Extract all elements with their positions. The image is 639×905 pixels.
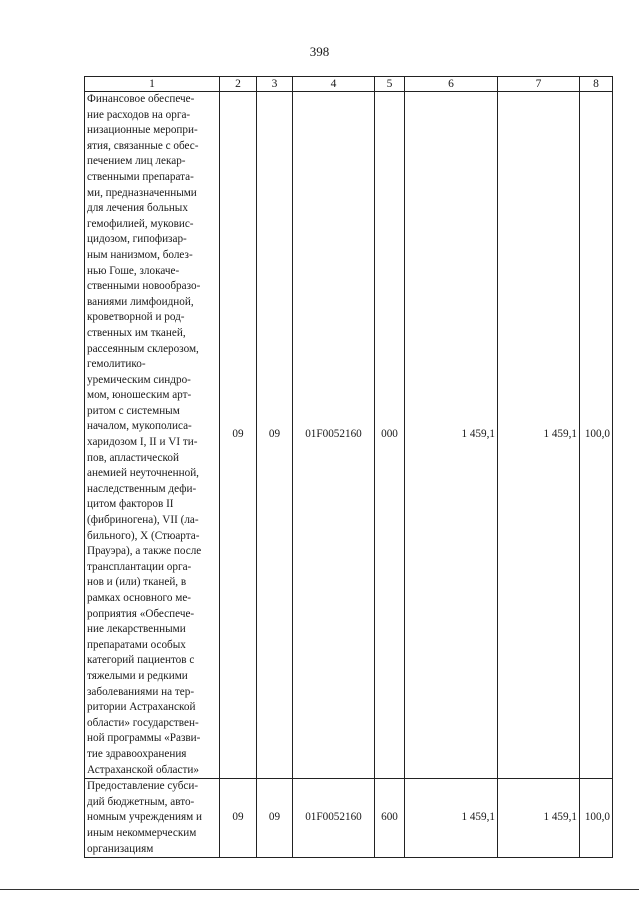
target-article-code: 01F0052160 [293, 92, 375, 779]
table-row [85, 779, 613, 858]
column-header-5: 5 [375, 77, 405, 92]
column-header-7: 7 [498, 77, 580, 92]
section-code: 09 [220, 92, 257, 779]
column-header-2: 2 [220, 77, 257, 92]
column-header-6: 6 [405, 77, 498, 92]
subsection-code: 09 [257, 779, 293, 858]
row-description: Финансовое обеспече- ние расходов на орга- низационные меропри- ятия, связанные с обес- печением лиц лекар- ственными препарата- ми, предназначенными для лечения больных гемофилией, муковис- цидозом, гипофизар- ным нанизмом, болез- нью Гоше, злокаче- ственными новообразо- ваниями лимфоидной, кроветворной и род- ственных им тканей, рассеянным склерозом, гемолитико- уремическим синдро- мом, юношеским арт- ритом с системным началом, мукополиса- харидозом I, II и VI ти- пов, апластической анемией неуточненной, наследственным дефи- цитом факторов II (фибриногена), VII (ла- бильного), X (Стюарта- Прауэра), а также после трансплантации орга- нов и (или) тканей, в рамках основного ме- роприятия «Обеспече- ние лекарственными препаратами особых категорий пациентов с тяжелыми и редкими заболеваниями на тер- ритории Астраханской области» государствен- ной программы «Разви- тие здравоохранения Астраханской области» [85, 92, 220, 779]
table-row [85, 92, 613, 779]
column-header-1: 1 [85, 77, 220, 92]
execution-percent: 100,0 [580, 779, 613, 858]
expense-type-code: 600 [375, 779, 405, 858]
execution-percent: 100,0 [580, 92, 613, 779]
budget-table [84, 76, 613, 858]
column-header-8: 8 [580, 77, 613, 92]
column-header-4: 4 [293, 77, 375, 92]
row-description: Предоставление субси- дий бюджетным, авто- номным учреждениям и иным некоммерческим организациям [85, 779, 220, 858]
expense-type-code: 000 [375, 92, 405, 779]
column-header-3: 3 [257, 77, 293, 92]
target-article-code: 01F0052160 [293, 779, 375, 858]
amount-executed: 1 459,1 [498, 779, 580, 858]
amount-planned: 1 459,1 [405, 92, 498, 779]
section-code: 09 [220, 779, 257, 858]
subsection-code: 09 [257, 92, 293, 779]
amount-executed: 1 459,1 [498, 92, 580, 779]
amount-planned: 1 459,1 [405, 779, 498, 858]
page-number: 398 [309, 44, 330, 59]
page-bottom-rule [0, 889, 639, 890]
header-row [85, 77, 613, 92]
